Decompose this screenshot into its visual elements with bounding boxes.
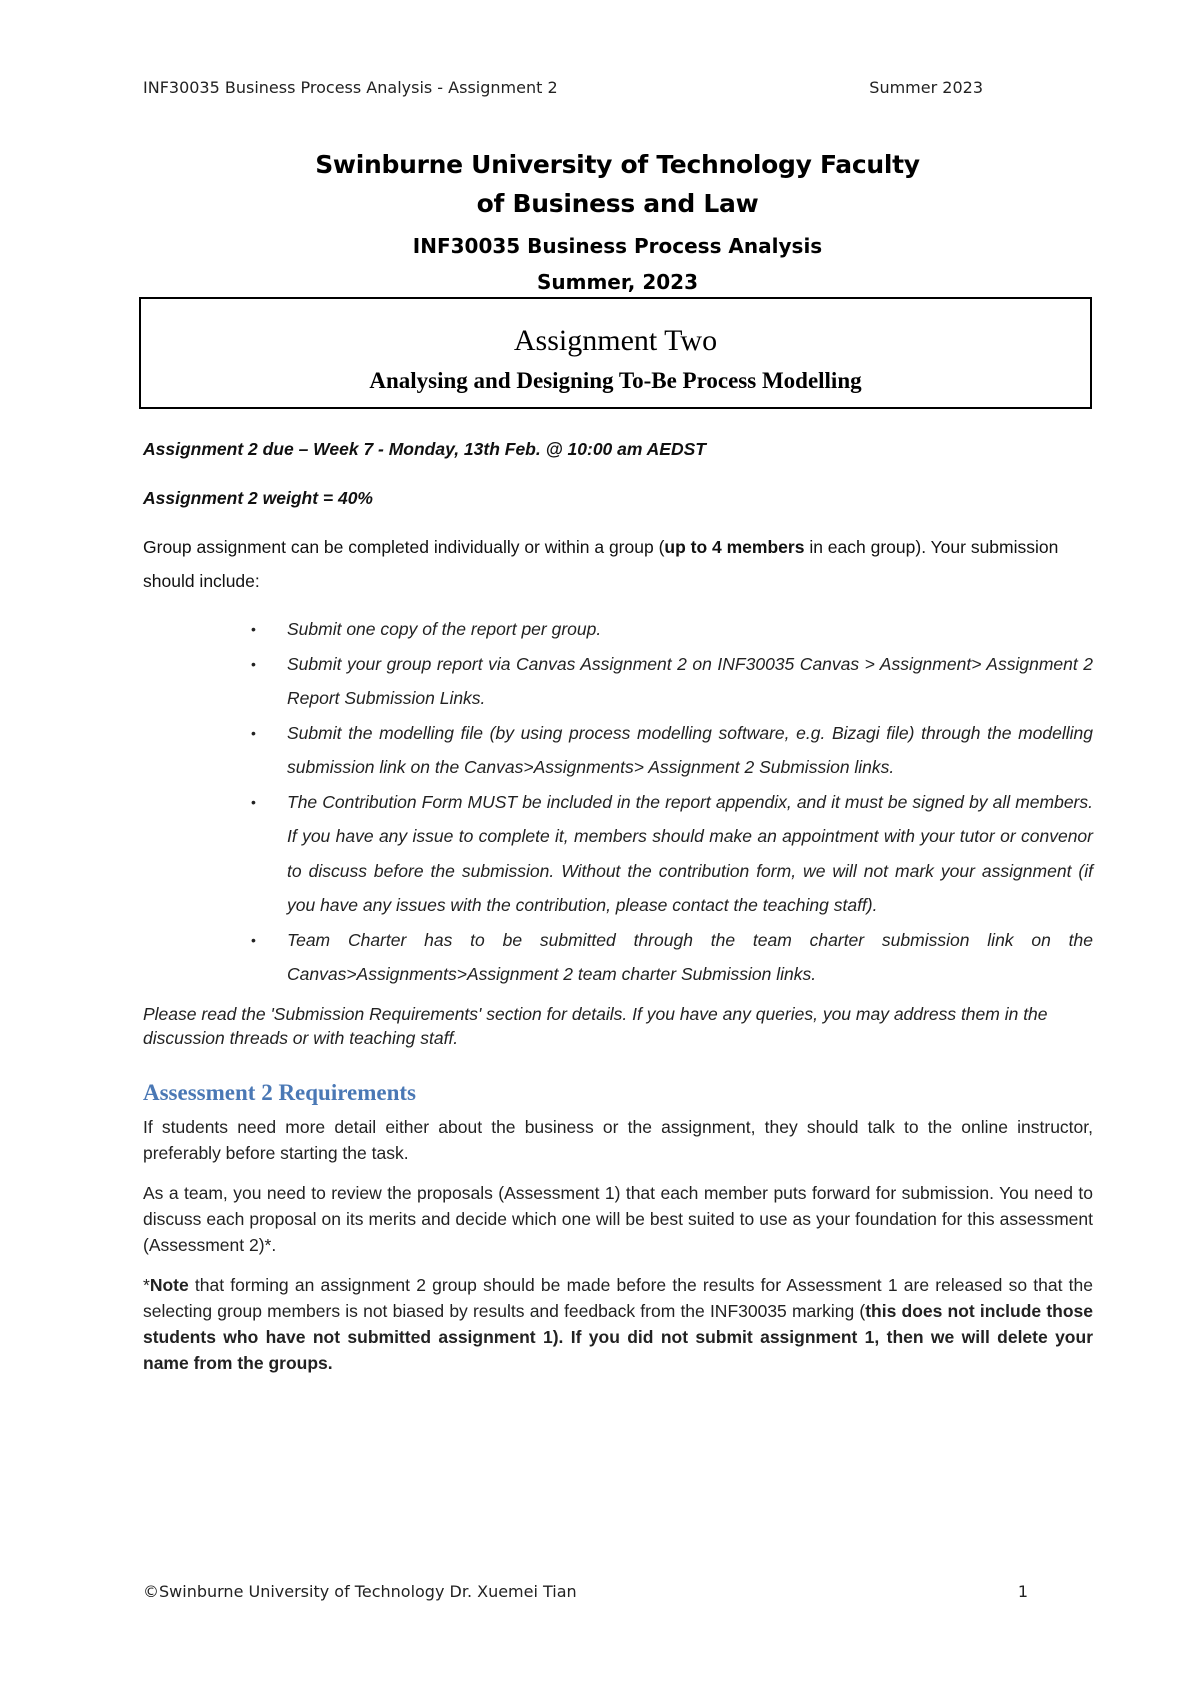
note-paragraph	[143, 1272, 1093, 1376]
please-read-note: Please read the 'Submission Requirements' section for details. If you have any queries, you may address them in the discussion threads or with teaching staff.	[143, 1003, 1048, 1048]
list-item: • Submit one copy of the report per group.	[287, 612, 1093, 647]
requirements-paragraph-1: If students need more detail either about the business or the assignment, they should talk to the online instructor, preferably before starting the task.	[143, 1116, 1093, 1163]
header-term: Summer 2023	[869, 78, 983, 97]
weight: Assignment 2 weight = 40%	[143, 488, 373, 508]
intro-text-after: in each group). Your submission should include:	[143, 537, 1059, 591]
note-bold: this does not include those students who have not submitted assignment 1). If you did not submit assignment 1, then we will delete your name from the groups.	[143, 1300, 1094, 1373]
list-item: • The Contribution Form MUST be included in the report appendix, and it must be signed by all members. If you have any issue to complete it, members should make an appointment with your tutor or convenor to discuss before the submission. Without the contribution form, we will not mark your assignment (if you have any issues with the contribution, please contact the teaching staff).	[287, 785, 1093, 923]
note-text: that forming an assignment 2 group should be made before the results for Assessment 1 are released so that the selecting group members is not biased by results and feedback from the INF30035 marking (	[143, 1274, 1093, 1321]
intro-paragraph	[143, 530, 1093, 598]
title-block	[140, 145, 1095, 297]
requirements-paragraph-2: As a team, you need to review the proposals (Assessment 1) that each member puts forward for submission. You need to discuss each proposal on its merits and decide which one will be best suited to use as your foundation for this assessment (Assessment 2)*.	[143, 1182, 1093, 1255]
submission-list	[143, 612, 1093, 992]
page-number: 1	[1017, 1582, 1028, 1601]
header-course: INF30035 Business Process Analysis - Assignment 2	[143, 78, 558, 97]
footer-copyright: ©Swinburne University of Technology Dr. Xuemei Tian	[143, 1582, 577, 1601]
course-title: INF30035 Business Process Analysis	[412, 234, 823, 258]
note-label: Note	[149, 1274, 189, 1295]
note-star: *	[143, 1274, 150, 1295]
page-footer	[143, 1582, 1028, 1601]
section-heading: Assessment 2 Requirements	[143, 1079, 417, 1105]
assignment-title: Assignment Two	[513, 324, 718, 357]
intro-bold: up to 4 members	[664, 537, 805, 557]
list-item: • Team Charter has to be submitted through the team charter submission link on the Canvas>Assignments>Assignment 2 team charter Submission links.	[287, 923, 1093, 992]
list-item: • Submit your group report via Canvas Assignment 2 on INF30035 Canvas > Assignment> Assignment 2 Report Submission Links.	[287, 647, 1093, 716]
main-content	[143, 432, 1093, 1376]
university-title: Swinburne University of Technology Faculty of Business and Law	[315, 150, 920, 218]
assignment-subtitle: Analysing and Designing To-Be Process Modelling	[369, 368, 862, 393]
due-date: Assignment 2 due – Week 7 - Monday, 13th Feb. @ 10:00 am AEDST	[143, 439, 706, 459]
page-header	[143, 78, 983, 97]
term-title: Summer, 2023	[536, 270, 699, 294]
list-item: • Submit the modelling file (by using process modelling software, e.g. Bizagi file) through the modelling submission link on the Canvas>Assignments> Assignment 2 Submission links.	[287, 716, 1093, 785]
intro-text-before: Group assignment can be completed individually or within a group (	[143, 537, 665, 557]
assignment-title-box	[139, 297, 1092, 409]
